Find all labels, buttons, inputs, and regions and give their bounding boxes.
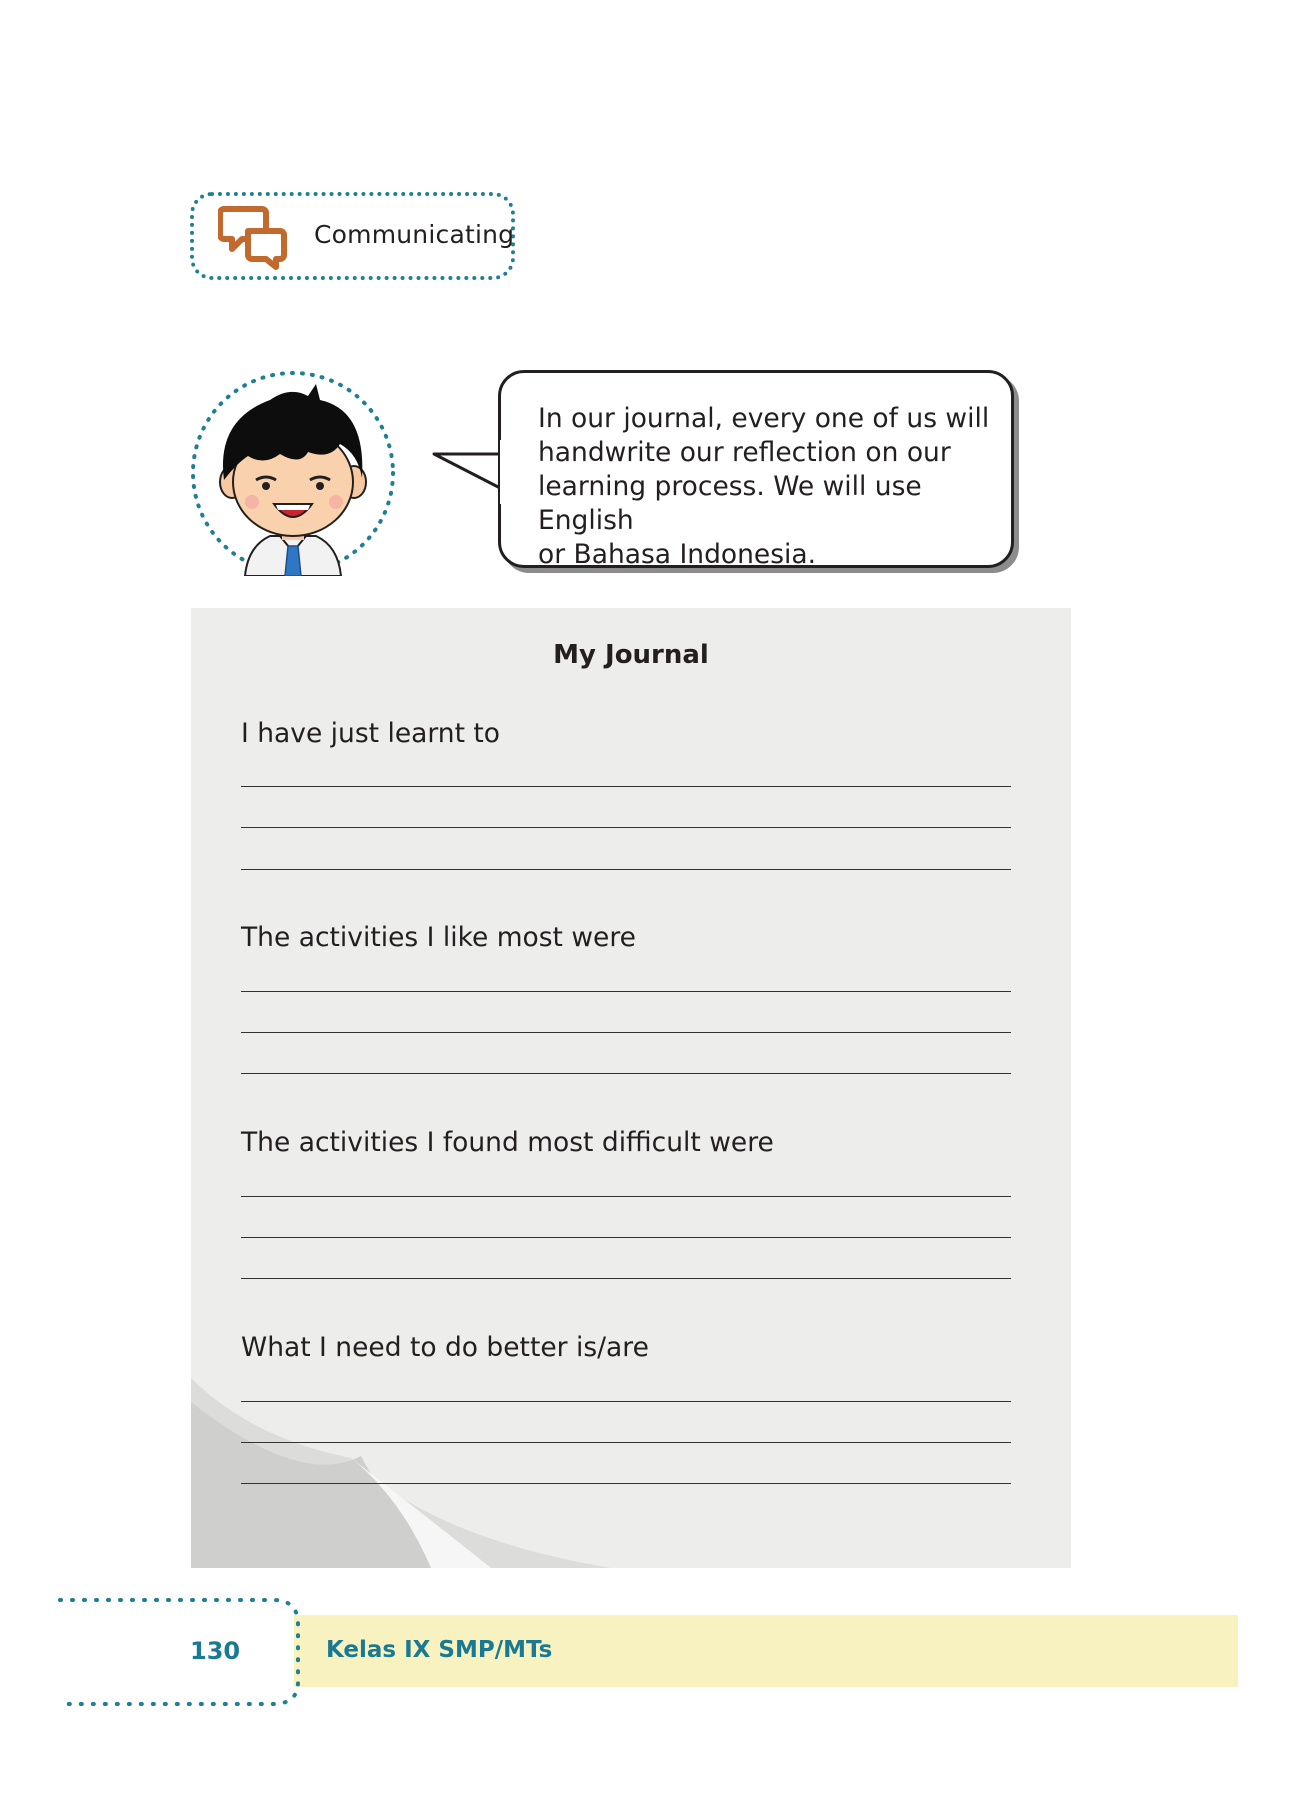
speech-line: or Bahasa Indonesia. [538,539,817,570]
writing-line[interactable] [241,869,1011,870]
writing-line[interactable] [241,1032,1011,1033]
writing-line[interactable] [241,1401,1011,1402]
writing-line[interactable] [241,1196,1011,1197]
writing-line[interactable] [241,1442,1011,1443]
speech-line: In our journal, every one of us will [538,403,990,434]
journal-prompt-liked: The activities I like most were [241,922,636,953]
book-title: Kelas IX SMP/MTs [326,1637,553,1663]
writing-line[interactable] [241,1073,1011,1074]
speech-line: learning process. We will use English [538,471,922,536]
writing-line[interactable] [241,786,1011,787]
student-avatar [190,370,396,576]
journal-prompt-improve: What I need to do better is/are [241,1332,649,1363]
speech-bubble-text [538,402,998,572]
page-number-frame [58,1594,303,1709]
page-curl-decoration [191,1378,611,1568]
writing-line[interactable] [241,827,1011,828]
speech-bubbles-icon [218,205,290,271]
journal-prompt-learnt: I have just learnt to [241,718,501,749]
writing-line[interactable] [241,1237,1011,1238]
journal-title: My Journal [553,640,709,670]
journal-prompt-difficult: The activities I found most difficult were [241,1127,774,1158]
speech-bubble-tail-cover [494,440,510,504]
writing-line[interactable] [241,1483,1011,1484]
writing-line[interactable] [241,1278,1011,1279]
section-badge-label: Communicating [314,220,515,249]
journal-panel [191,608,1071,1568]
speech-line: handwrite our reflection on our [538,437,951,468]
writing-line[interactable] [241,991,1011,992]
page-number: 130 [190,1637,241,1665]
